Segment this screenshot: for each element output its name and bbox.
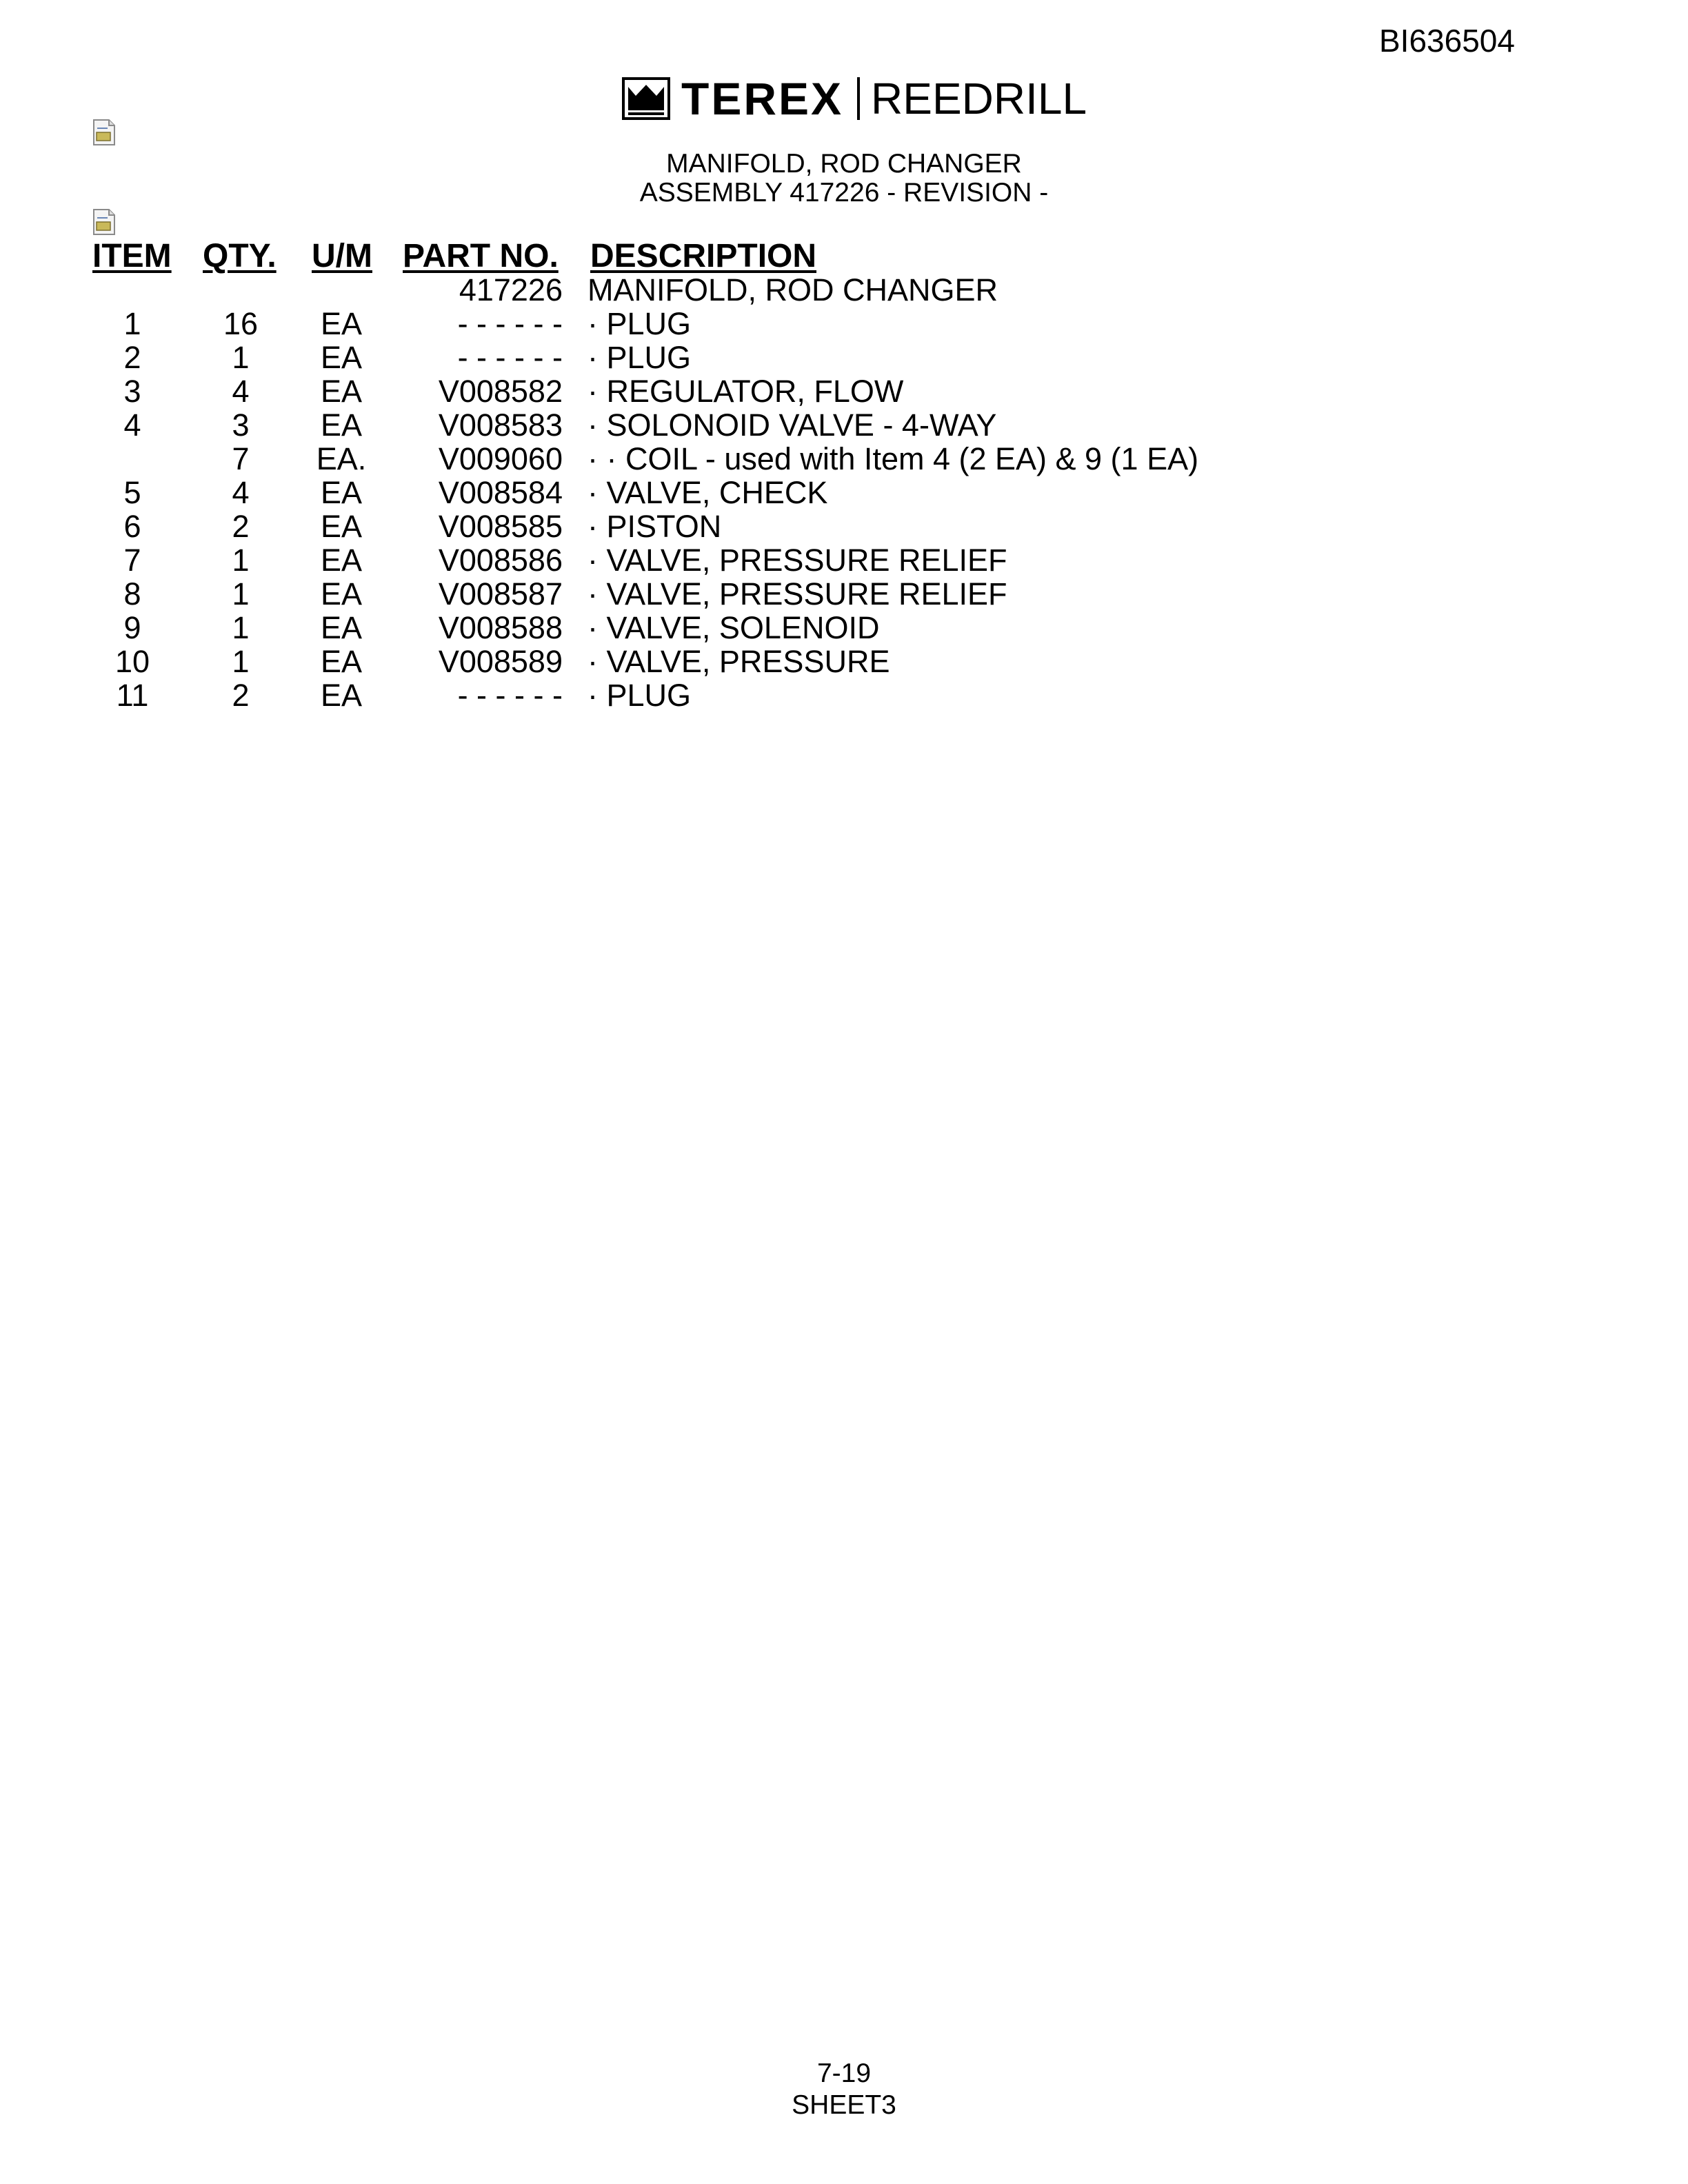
um-cell: EA	[320, 475, 363, 510]
part-no-cell: - - - - - -	[457, 306, 563, 341]
um-cell: EA	[320, 576, 363, 611]
document-icon	[91, 208, 117, 236]
um-cell: EA	[320, 407, 363, 443]
qty-cell: 2	[232, 509, 250, 544]
um-cell: EA	[320, 306, 363, 341]
item-cell: 3	[123, 374, 141, 409]
logo-brand: TEREX	[681, 73, 844, 124]
parts-table-body	[0, 273, 1688, 712]
um-cell: EA	[320, 340, 363, 375]
logo-product: REEDRILL	[871, 74, 1087, 123]
item-cell: 9	[123, 610, 141, 645]
page-number: 7-19	[816, 2059, 872, 2088]
qty-cell: 1	[232, 340, 250, 375]
column-header-item: ITEM	[92, 238, 172, 274]
terex-reedrill-logo	[622, 74, 1087, 123]
item-cell: 8	[123, 576, 141, 611]
um-cell: EA	[320, 374, 363, 409]
table-row	[0, 307, 1688, 341]
um-cell: EA.	[316, 441, 367, 476]
description-cell: · VALVE, SOLENOID	[587, 610, 880, 645]
column-header-part-no: PART NO.	[403, 238, 559, 274]
qty-cell: 4	[232, 374, 250, 409]
description-cell: · PLUG	[587, 678, 692, 713]
description-cell: · VALVE, CHECK	[587, 475, 828, 510]
document-id: BI636504	[1379, 23, 1515, 59]
table-row	[0, 442, 1688, 476]
description-cell: · REGULATOR, FLOW	[587, 374, 904, 409]
item-cell: 4	[123, 407, 141, 443]
logo-divider	[857, 77, 860, 120]
um-cell: EA	[320, 610, 363, 645]
qty-cell: 1	[232, 576, 250, 611]
part-no-cell: V008585	[438, 509, 563, 544]
table-row	[0, 341, 1688, 374]
table-row	[0, 645, 1688, 678]
um-cell: EA	[320, 678, 363, 713]
item-cell: 10	[114, 644, 150, 679]
table-row	[0, 509, 1688, 543]
qty-cell: 3	[232, 407, 250, 443]
part-no-cell: V008586	[438, 543, 563, 578]
qty-cell: 1	[232, 644, 250, 679]
item-cell: 5	[123, 475, 141, 510]
qty-cell: 7	[232, 441, 250, 476]
item-cell: 1	[123, 306, 141, 341]
column-header-um: U/M	[312, 238, 372, 274]
document-icon	[91, 119, 117, 146]
part-no-cell: V008584	[438, 475, 563, 510]
item-cell: 6	[123, 509, 141, 544]
qty-cell: 2	[232, 678, 250, 713]
part-no-cell: V009060	[438, 441, 563, 476]
description-cell: · PLUG	[587, 340, 692, 375]
description-cell: · · COIL - used with Item 4 (2 EA) & 9 (1 EA)	[587, 441, 1199, 476]
description-cell: · VALVE, PRESSURE	[587, 644, 890, 679]
sheet-label: SHEET3	[792, 2090, 896, 2120]
table-row	[0, 408, 1688, 442]
qty-cell: 1	[232, 610, 250, 645]
table-row	[0, 543, 1688, 577]
description-cell: · VALVE, PRESSURE RELIEF	[587, 543, 1007, 578]
description-cell: · SOLONOID VALVE - 4-WAY	[587, 407, 997, 443]
part-no-cell: - - - - - -	[457, 678, 563, 713]
description-cell: · PLUG	[587, 306, 692, 341]
table-row	[0, 611, 1688, 645]
table-row	[0, 577, 1688, 611]
description-cell: · VALVE, PRESSURE RELIEF	[587, 576, 1007, 611]
part-no-cell: V008587	[438, 576, 563, 611]
qty-cell: 16	[223, 306, 259, 341]
part-no-cell: 417226	[459, 272, 563, 307]
um-cell: EA	[320, 509, 363, 544]
item-cell: 7	[123, 543, 141, 578]
part-no-cell: V008589	[438, 644, 563, 679]
um-cell: EA	[320, 644, 363, 679]
table-row	[0, 273, 1688, 307]
part-no-cell: V008583	[438, 407, 563, 443]
terex-crown-icon	[622, 77, 670, 120]
um-cell: EA	[320, 543, 363, 578]
qty-cell: 4	[232, 475, 250, 510]
qty-cell: 1	[232, 543, 250, 578]
item-cell: 11	[116, 678, 149, 713]
assembly-title: MANIFOLD, ROD CHANGER	[666, 149, 1022, 179]
column-header-qty: QTY.	[203, 238, 277, 274]
table-row	[0, 476, 1688, 509]
item-cell: 2	[123, 340, 141, 375]
description-cell: · PISTON	[587, 509, 722, 544]
part-no-cell: V008588	[438, 610, 563, 645]
column-header-description: DESCRIPTION	[590, 238, 817, 274]
description-cell: MANIFOLD, ROD CHANGER	[587, 272, 998, 307]
table-row	[0, 678, 1688, 712]
part-no-cell: V008582	[438, 374, 563, 409]
assembly-subtitle: ASSEMBLY 417226 - REVISION -	[639, 178, 1049, 208]
table-row	[0, 374, 1688, 408]
part-no-cell: - - - - - -	[457, 340, 563, 375]
